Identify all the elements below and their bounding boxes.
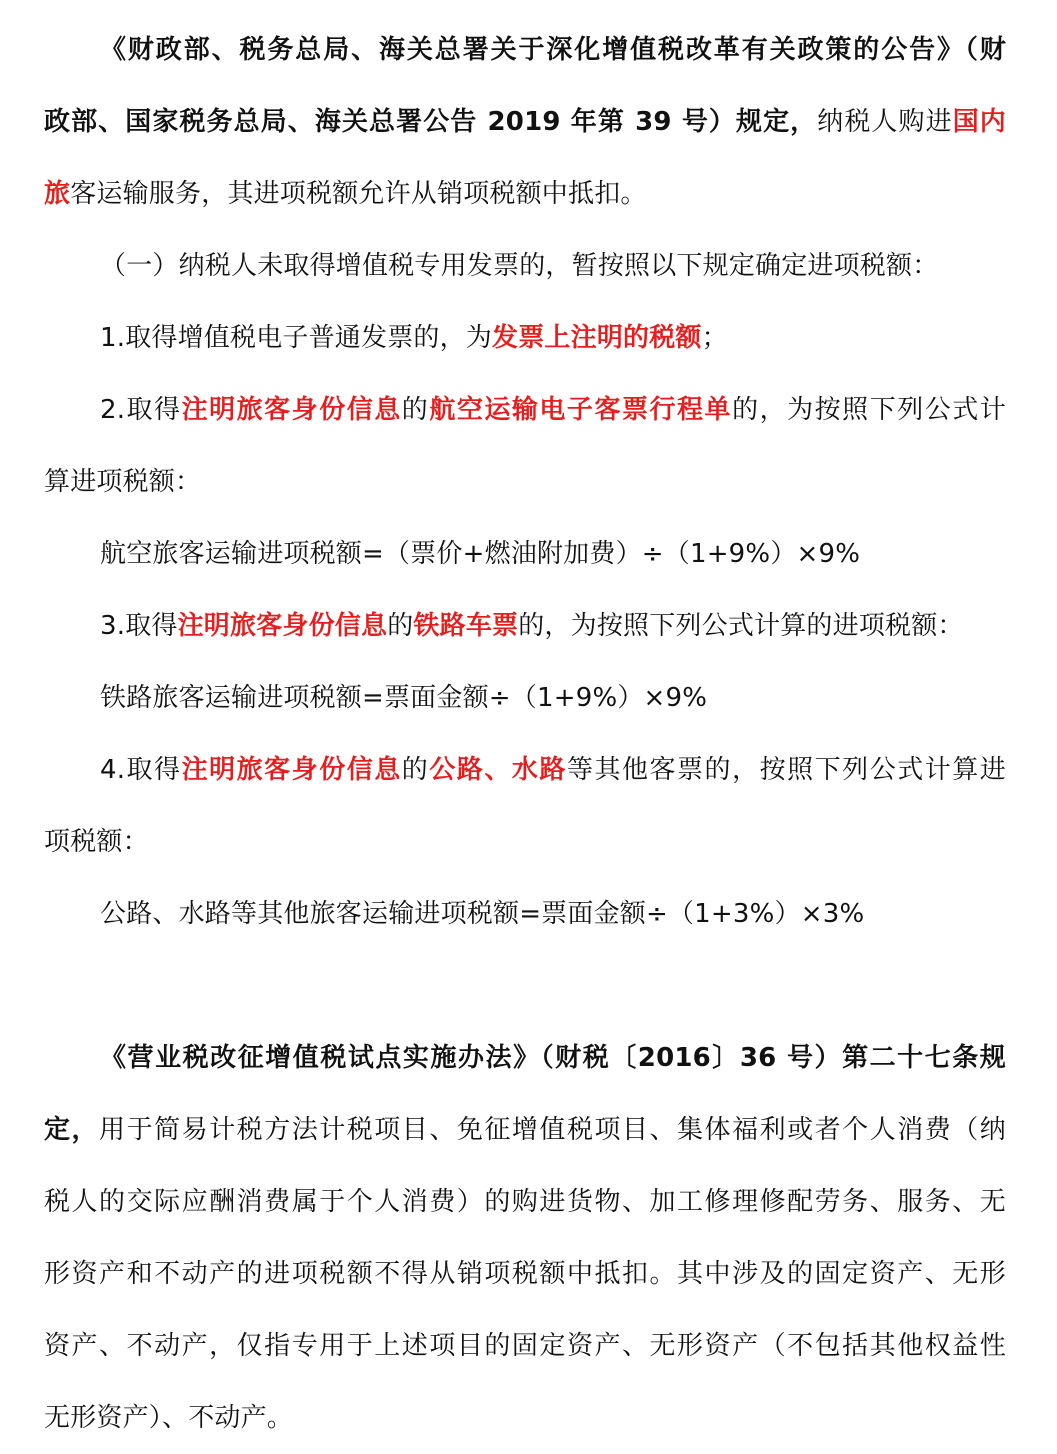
- intro-text: 纳税人购进: [817, 107, 953, 137]
- item-3-highlight-identity: 注明旅客身份信息: [177, 611, 388, 641]
- item-2-mid: 的: [401, 395, 430, 425]
- regulation-line-4: [44, 1238, 1006, 1310]
- formula-road-water-text: 公路、水路等其他旅客运输进项税额=票面金额÷（1+3%）×3%: [100, 899, 865, 929]
- item-3-highlight-rail-ticket: 铁路车票: [413, 611, 519, 641]
- regulation-line-3: [44, 1166, 1006, 1238]
- regulation-line-5: [44, 1310, 1006, 1382]
- item-4: [44, 734, 1006, 806]
- formula-rail: [44, 662, 1006, 734]
- item-1-pre: 1.取得增值税电子普通发票的，为: [100, 323, 493, 353]
- item-2: [44, 374, 1006, 446]
- regulation-text-3: 税人的交际应酬消费属于个人消费）的购进货物、加工修理修配劳务、服务、无: [44, 1187, 1006, 1217]
- announcement-reference: 政部、国家税务总局、海关总署公告 2019 年第 39 号）规定，: [44, 107, 818, 137]
- announcement-title-line-2: [44, 86, 1006, 158]
- clause-1: [44, 230, 1006, 302]
- regulation-title-text: 《营业税改征增值税试点实施办法》（财税〔2016〕36 号）第二十七条规: [100, 1043, 1006, 1073]
- item-2-pre: 2.取得: [100, 395, 182, 425]
- highlight-travel: 旅: [44, 179, 71, 209]
- regulation-title-end: 定，: [44, 1115, 100, 1145]
- item-4-cont: 项税额：: [44, 827, 149, 857]
- item-1-highlight: 发票上注明的税额: [492, 323, 702, 353]
- item-4-pre: 4.取得: [100, 755, 182, 785]
- item-4-post: 等其他客票的，按照下列公式计算进: [566, 755, 1006, 785]
- item-3-pre: 3.取得: [100, 611, 178, 641]
- regulation-text-5: 资产、不动产，仅指专用于上述项目的固定资产、无形资产（不包括其他权益性: [44, 1331, 1006, 1361]
- announcement-title-text: 《财政部、税务总局、海关总署关于深化增值税改革有关政策的公告》（财: [100, 35, 1006, 65]
- clause-1-text: （一）纳税人未取得增值税专用发票的，暂按照以下规定确定进项税额：: [100, 251, 939, 281]
- item-2-highlight-air-ticket: 航空运输电子客票行程单: [429, 395, 733, 425]
- announcement-title-line-1: [44, 14, 1006, 86]
- document-body: [44, 14, 1006, 1454]
- item-3-mid: 的: [387, 611, 414, 641]
- item-3-post: 的，为按照下列公式计算的进项税额：: [518, 611, 964, 641]
- regulation-line-6: [44, 1382, 1006, 1454]
- regulation-line-2: [44, 1094, 1006, 1166]
- item-4-mid: 的: [401, 755, 430, 785]
- regulation-text-4: 形资产和不动产的进项税额不得从销项税额中抵扣。其中涉及的固定资产、无形: [44, 1259, 1006, 1289]
- item-3: [44, 590, 1006, 662]
- highlight-domestic: 国内: [952, 107, 1006, 137]
- item-2-highlight-identity: 注明旅客身份信息: [181, 395, 402, 425]
- item-1-post: ；: [701, 323, 728, 353]
- formula-air-text: 航空旅客运输进项税额=（票价+燃油附加费）÷（1+9%）×9%: [100, 539, 861, 569]
- formula-air: [44, 518, 1006, 590]
- intro-text-cont: 客运输服务，其进项税额允许从销项税额中抵扣。: [70, 179, 647, 209]
- section-divider-space: [44, 950, 1006, 1022]
- regulation-text-2: 用于简易计税方法计税项目、免征增值税项目、集体福利或者个人消费（纳: [99, 1115, 1006, 1145]
- regulation-text-6: 无形资产）、不动产。: [44, 1403, 294, 1433]
- item-4-continued: [44, 806, 1006, 878]
- formula-road-water: [44, 878, 1006, 950]
- item-2-cont: 算进项税额：: [44, 467, 202, 497]
- item-4-highlight-identity: 注明旅客身份信息: [181, 755, 402, 785]
- item-2-post: 的，为按照下列公式计: [732, 395, 1006, 425]
- item-1: [44, 302, 1006, 374]
- item-2-continued: [44, 446, 1006, 518]
- item-4-highlight-road-water: 公路、水路: [429, 755, 567, 785]
- formula-rail-text: 铁路旅客运输进项税额=票面金额÷（1+9%）×9%: [100, 683, 708, 713]
- regulation-title-line-1: [44, 1022, 1006, 1094]
- intro-line-3: [44, 158, 1006, 230]
